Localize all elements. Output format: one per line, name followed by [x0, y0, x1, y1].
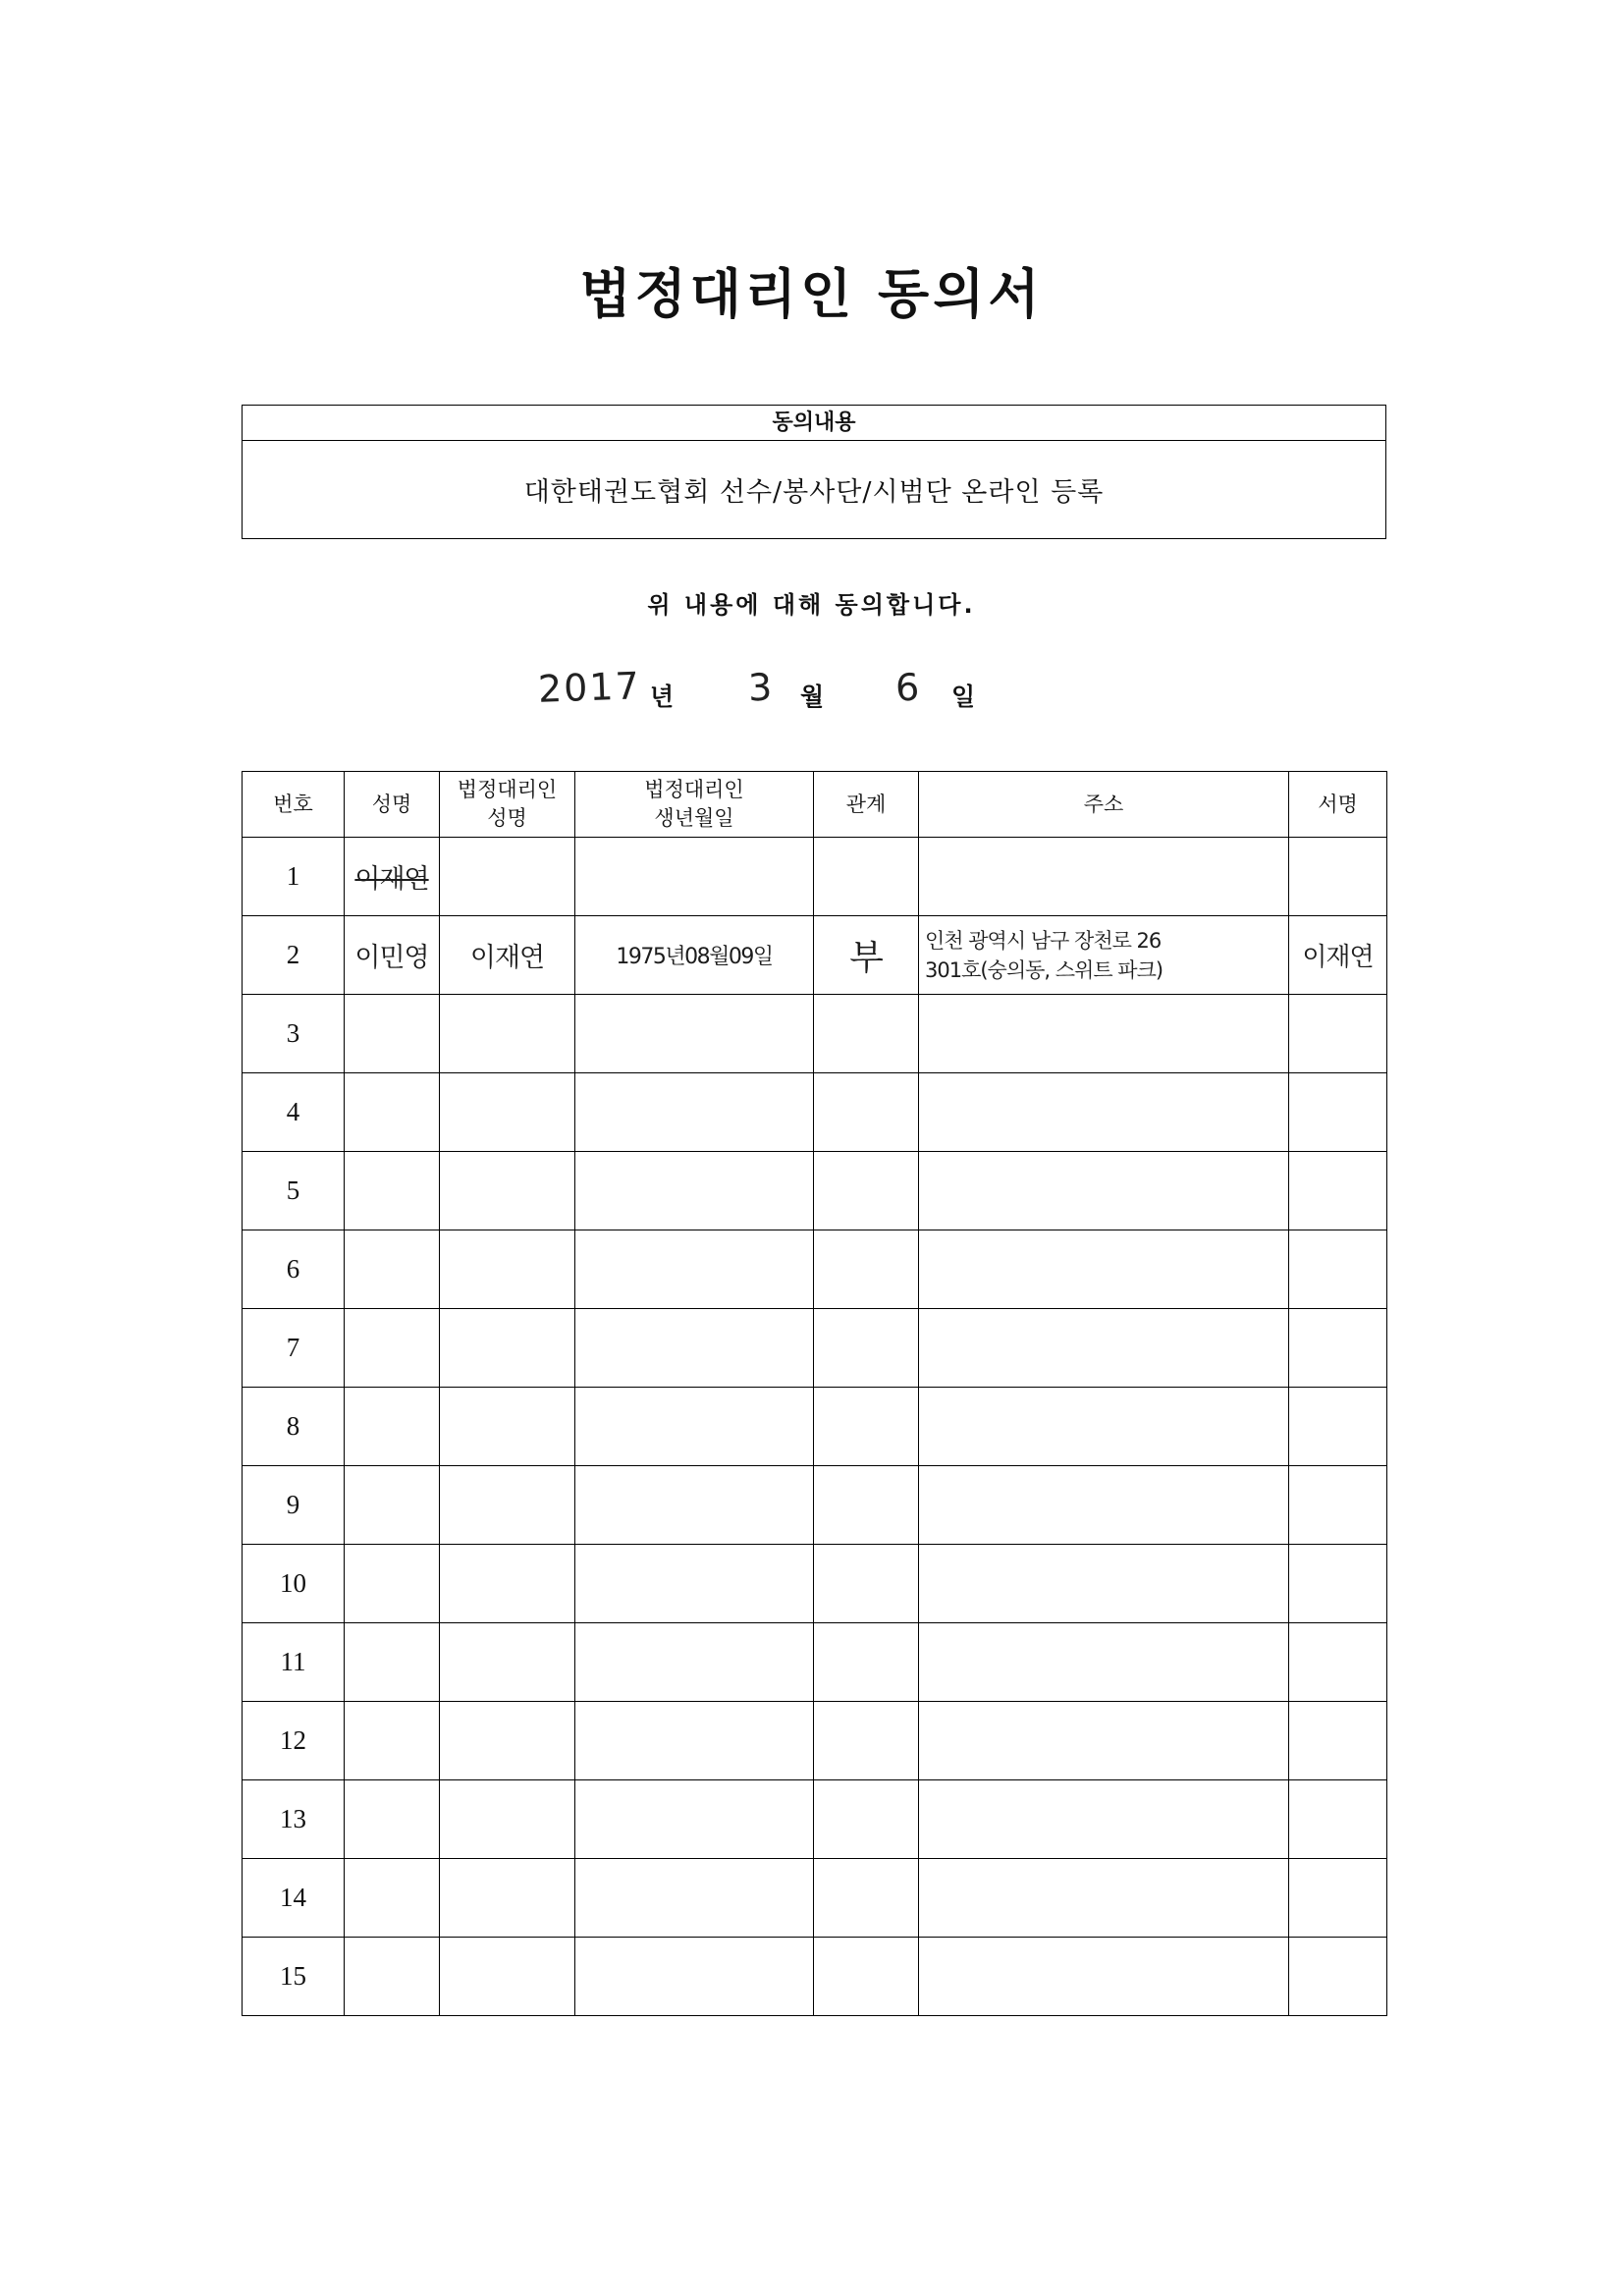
cell-no: [243, 1230, 345, 1309]
header-label: 관계: [845, 792, 887, 816]
cell-guardian-birth: [575, 1309, 814, 1388]
cell-no: [243, 916, 345, 995]
cell-address: [919, 1073, 1289, 1152]
cell-signature: [1289, 1702, 1387, 1780]
cell-name: [345, 1938, 440, 2016]
cell-address: [919, 995, 1289, 1073]
cell-address: [919, 838, 1289, 916]
cell-relation: [814, 1152, 919, 1230]
relation-value: 부: [849, 938, 883, 978]
header-relation: [814, 772, 919, 838]
cell-guardian-birth: [575, 995, 814, 1073]
cell-relation: [814, 916, 919, 995]
cell-guardian-name: [440, 1230, 575, 1309]
cell-relation: [814, 1230, 919, 1309]
header-label: 법정대리인: [644, 778, 744, 801]
cell-guardian-name: [440, 1466, 575, 1545]
cell-name: [345, 1230, 440, 1309]
no-value: 10: [280, 1568, 306, 1598]
cell-signature: [1289, 1623, 1387, 1702]
no-value: 3: [286, 1018, 300, 1048]
no-value: 4: [286, 1097, 300, 1126]
cell-no: [243, 1309, 345, 1388]
cell-name: [345, 1388, 440, 1466]
table-row: [243, 1938, 1387, 2016]
cell-name: [345, 1152, 440, 1230]
cell-address: [919, 1152, 1289, 1230]
cell-address: [919, 1309, 1289, 1388]
cell-guardian-name: [440, 916, 575, 995]
cell-guardian-name: [440, 1938, 575, 2016]
table-row: [243, 1545, 1387, 1623]
cell-name: [345, 1545, 440, 1623]
no-value: 14: [280, 1883, 306, 1912]
cell-signature: [1289, 1152, 1387, 1230]
cell-address: [919, 1623, 1289, 1702]
cell-guardian-birth: [575, 1073, 814, 1152]
no-value: 15: [280, 1961, 306, 1991]
cell-address: [919, 1702, 1289, 1780]
cell-signature: [1289, 1859, 1387, 1938]
cell-guardian-birth: [575, 916, 814, 995]
no-value: 13: [280, 1804, 306, 1833]
cell-name: [345, 1859, 440, 1938]
cell-no: [243, 1466, 345, 1545]
header-guardian-name: [440, 772, 575, 838]
name-value: 이재연: [354, 864, 429, 895]
cell-relation: [814, 1073, 919, 1152]
header-row: [243, 772, 1387, 838]
table-row: [243, 1466, 1387, 1545]
cell-no: [243, 1545, 345, 1623]
cell-name: [345, 1073, 440, 1152]
cell-relation: [814, 1309, 919, 1388]
table-row: [243, 916, 1387, 995]
table-row: [243, 1702, 1387, 1780]
cell-signature: [1289, 1938, 1387, 2016]
no-value: 2: [286, 940, 300, 969]
cell-relation: [814, 1466, 919, 1545]
cell-guardian-name: [440, 1545, 575, 1623]
header-label: 주소: [1083, 792, 1124, 816]
cell-guardian-birth: [575, 1466, 814, 1545]
cell-address: [919, 1545, 1289, 1623]
cell-address: [919, 1230, 1289, 1309]
cell-signature: [1289, 916, 1387, 995]
no-value: 8: [286, 1411, 300, 1441]
no-value: 6: [286, 1254, 300, 1284]
cell-guardian-birth: [575, 1702, 814, 1780]
header-label: 법정대리인: [457, 778, 558, 801]
cell-relation: [814, 1545, 919, 1623]
no-value: 5: [286, 1175, 300, 1205]
date-year: 2017: [537, 664, 642, 711]
cell-guardian-birth: [575, 1623, 814, 1702]
header-no: [243, 772, 345, 838]
cell-signature: [1289, 995, 1387, 1073]
cell-name: [345, 1780, 440, 1859]
cell-relation: [814, 838, 919, 916]
table-row: [243, 1073, 1387, 1152]
guardian-birth-value: 1975년08월09일: [616, 945, 773, 969]
cell-guardian-name: [440, 1702, 575, 1780]
cell-guardian-name: [440, 1309, 575, 1388]
cell-guardian-name: [440, 1859, 575, 1938]
date-month-label: 월: [800, 683, 825, 711]
date-day: 6: [894, 665, 922, 710]
no-value: 7: [286, 1333, 300, 1362]
guardian-name-value: 이재연: [469, 943, 545, 973]
cell-guardian-name: [440, 1623, 575, 1702]
cell-relation: [814, 995, 919, 1073]
no-value: 1: [286, 861, 300, 891]
no-value: 12: [280, 1725, 306, 1755]
table-row: [243, 1152, 1387, 1230]
cell-no: [243, 1388, 345, 1466]
cell-no: [243, 1702, 345, 1780]
cell-guardian-name: [440, 838, 575, 916]
cell-relation: [814, 1780, 919, 1859]
header-label: 서명: [1318, 792, 1358, 816]
cell-no: [243, 995, 345, 1073]
cell-guardian-name: [440, 995, 575, 1073]
address-line: 인천 광역시 남구 장천로 26: [925, 928, 1162, 953]
cell-relation: [814, 1938, 919, 2016]
cell-guardian-birth: [575, 1388, 814, 1466]
cell-guardian-name: [440, 1780, 575, 1859]
cell-no: [243, 1859, 345, 1938]
cell-address: [919, 916, 1289, 995]
header-signature: [1289, 772, 1387, 838]
cell-relation: [814, 1859, 919, 1938]
cell-name: [345, 1466, 440, 1545]
table-header: [243, 772, 1387, 838]
header-name: [345, 772, 440, 838]
cell-address: [919, 1938, 1289, 2016]
table-body: [243, 838, 1387, 2016]
cell-no: [243, 1073, 345, 1152]
consent-header: 동의내용: [243, 406, 1385, 441]
cell-signature: [1289, 1309, 1387, 1388]
cell-signature: [1289, 1466, 1387, 1545]
address-line: 301호(숭의동, 스위트 파크): [925, 957, 1163, 982]
cell-guardian-birth: [575, 1152, 814, 1230]
date-day-label: 일: [951, 683, 976, 711]
cell-guardian-name: [440, 1152, 575, 1230]
cell-guardian-birth: [575, 1230, 814, 1309]
cell-address: [919, 1780, 1289, 1859]
header-label: 성명: [487, 806, 527, 830]
header-label: 생년월일: [654, 806, 734, 830]
cell-name: [345, 838, 440, 916]
consent-box: [242, 405, 1386, 539]
cell-relation: [814, 1623, 919, 1702]
cell-name: [345, 1623, 440, 1702]
table-row: [243, 995, 1387, 1073]
cell-guardian-birth: [575, 1938, 814, 2016]
cell-address: [919, 1388, 1289, 1466]
table-row: [243, 1230, 1387, 1309]
cell-name: [345, 916, 440, 995]
header-guardian-birth: [575, 772, 814, 838]
cell-relation: [814, 1388, 919, 1466]
cell-no: [243, 1938, 345, 2016]
cell-signature: [1289, 1545, 1387, 1623]
cell-relation: [814, 1702, 919, 1780]
cell-address: [919, 1466, 1289, 1545]
cell-name: [345, 995, 440, 1073]
signature-value: 이재연: [1302, 943, 1374, 972]
cell-no: [243, 1152, 345, 1230]
cell-guardian-birth: [575, 838, 814, 916]
date-year-label: 년: [650, 683, 675, 711]
consent-content: [243, 441, 1385, 537]
name-value: 이민영: [354, 943, 429, 973]
cell-name: [345, 1309, 440, 1388]
cell-address: [919, 1859, 1289, 1938]
guardian-table: [242, 771, 1387, 2016]
cell-signature: [1289, 1780, 1387, 1859]
no-value: 9: [286, 1490, 300, 1519]
cell-guardian-birth: [575, 1545, 814, 1623]
header-label: 성명: [371, 792, 412, 816]
cell-guardian-name: [440, 1073, 575, 1152]
header-address: [919, 772, 1289, 838]
table-row: [243, 1309, 1387, 1388]
cell-signature: [1289, 1388, 1387, 1466]
cell-no: [243, 838, 345, 916]
document-title: 법정대리인 동의서: [579, 263, 1044, 325]
cell-guardian-name: [440, 1388, 575, 1466]
consent-content-text: 대한태권도협회 선수/봉사단/시범단 온라인 등록: [523, 476, 1105, 508]
cell-guardian-birth: [575, 1859, 814, 1938]
cell-signature: [1289, 1073, 1387, 1152]
cell-no: [243, 1780, 345, 1859]
no-value: 11: [280, 1647, 306, 1676]
cell-guardian-birth: [575, 1780, 814, 1859]
cell-signature: [1289, 1230, 1387, 1309]
cell-name: [345, 1702, 440, 1780]
table-row: [243, 1859, 1387, 1938]
cell-no: [243, 1623, 345, 1702]
date-month: 3: [747, 665, 775, 710]
table-row: [243, 838, 1387, 916]
table-row: [243, 1623, 1387, 1702]
table-row: [243, 1780, 1387, 1859]
table-row: [243, 1388, 1387, 1466]
header-label: 번호: [273, 792, 313, 816]
cell-signature: [1289, 838, 1387, 916]
agreement-statement: 위 내용에 대해 동의합니다.: [647, 591, 976, 619]
